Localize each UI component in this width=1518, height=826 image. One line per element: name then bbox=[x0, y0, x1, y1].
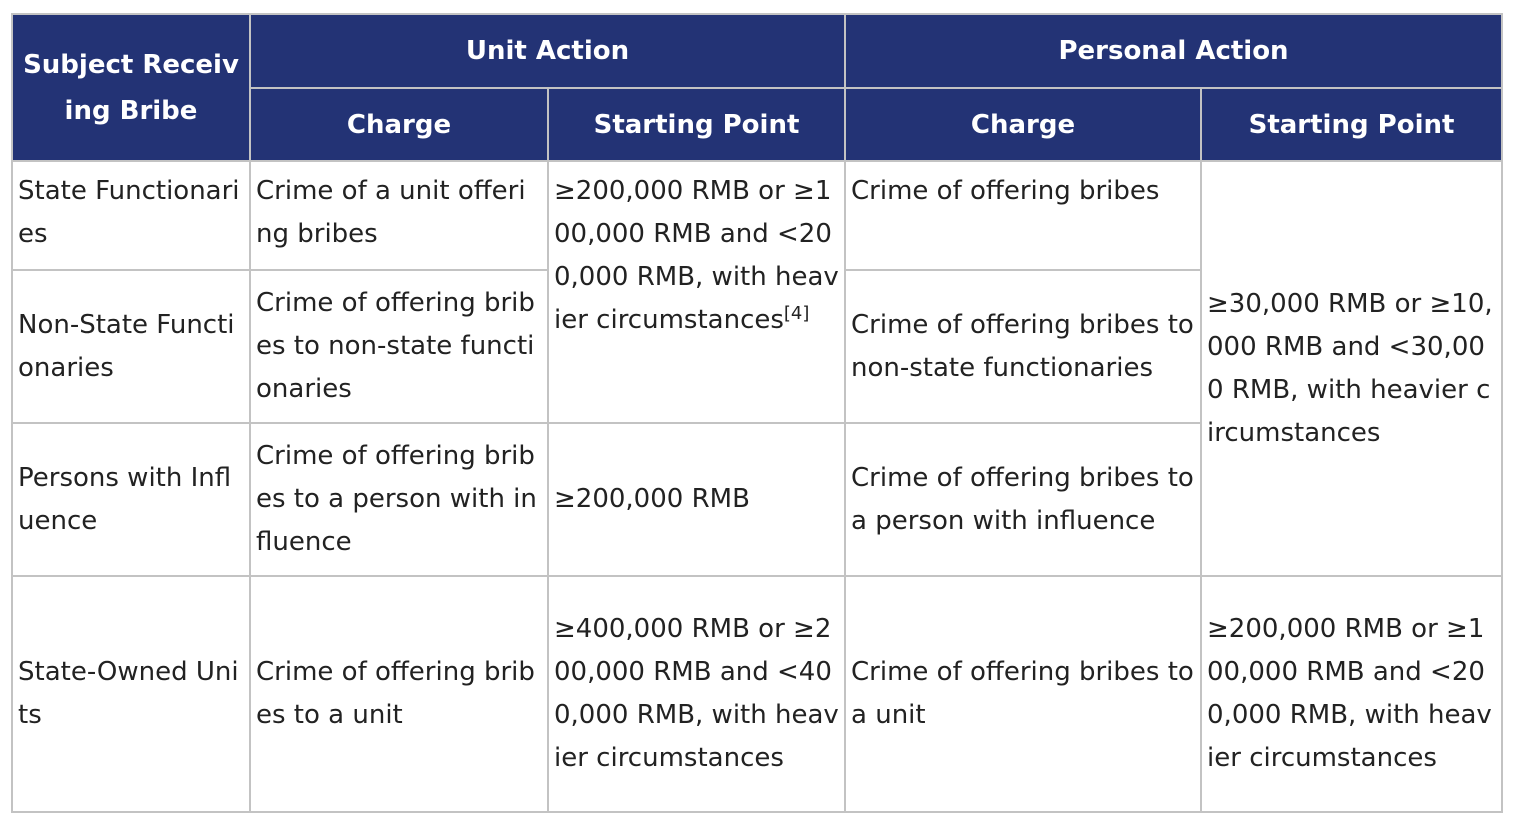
header-personal-action: Personal Action bbox=[845, 14, 1502, 88]
bribery-starting-point-table bbox=[11, 13, 1503, 813]
header-subject: Subject Receiving Bribe bbox=[12, 14, 250, 161]
personal-starting-point-cell: ≥30,000 RMB or ≥10,000 RMB and <30,000 RMB, with heavier circumstances bbox=[1201, 161, 1502, 576]
unit-charge-cell: Crime of offering bribes to non-state functionaries bbox=[250, 270, 548, 423]
header-unit-action: Unit Action bbox=[250, 14, 845, 88]
unit-starting-point-cell: ≥400,000 RMB or ≥200,000 RMB and <400,000 RMB, with heavier circumstances bbox=[548, 576, 845, 812]
personal-starting-point-cell: ≥200,000 RMB or ≥100,000 RMB and <200,000 RMB, with heavier circumstances bbox=[1201, 576, 1502, 812]
personal-charge-cell: Crime of offering bribes bbox=[845, 161, 1201, 270]
subject-cell: Persons with Influence bbox=[12, 423, 250, 576]
subject-cell: State Functionaries bbox=[12, 161, 250, 270]
header-unit-charge: Charge bbox=[250, 88, 548, 161]
table-row bbox=[12, 576, 1502, 812]
header-unit-starting-point: Starting Point bbox=[548, 88, 845, 161]
unit-starting-point-text: ≥200,000 RMB or ≥100,000 RMB and <200,000 RMB, with heavier circumstances bbox=[554, 176, 839, 335]
unit-charge-cell: Crime of offering bribes to a unit bbox=[250, 576, 548, 812]
subject-cell: State-Owned Units bbox=[12, 576, 250, 812]
personal-charge-cell: Crime of offering bribes to a person with influence bbox=[845, 423, 1201, 576]
unit-starting-point-cell: ≥200,000 RMB bbox=[548, 423, 845, 576]
header-personal-charge: Charge bbox=[845, 88, 1201, 161]
personal-charge-cell: Crime of offering bribes to a unit bbox=[845, 576, 1201, 812]
subject-cell: Non-State Functionaries bbox=[12, 270, 250, 423]
unit-charge-cell: Crime of offering bribes to a person with influence bbox=[250, 423, 548, 576]
footnote-ref[interactable]: [4] bbox=[783, 303, 810, 324]
personal-charge-cell: Crime of offering bribes to non-state functionaries bbox=[845, 270, 1201, 423]
table-row bbox=[12, 161, 1502, 270]
unit-charge-cell: Crime of a unit offering bribes bbox=[250, 161, 548, 270]
unit-starting-point-cell bbox=[548, 161, 845, 423]
header-personal-starting-point: Starting Point bbox=[1201, 88, 1502, 161]
